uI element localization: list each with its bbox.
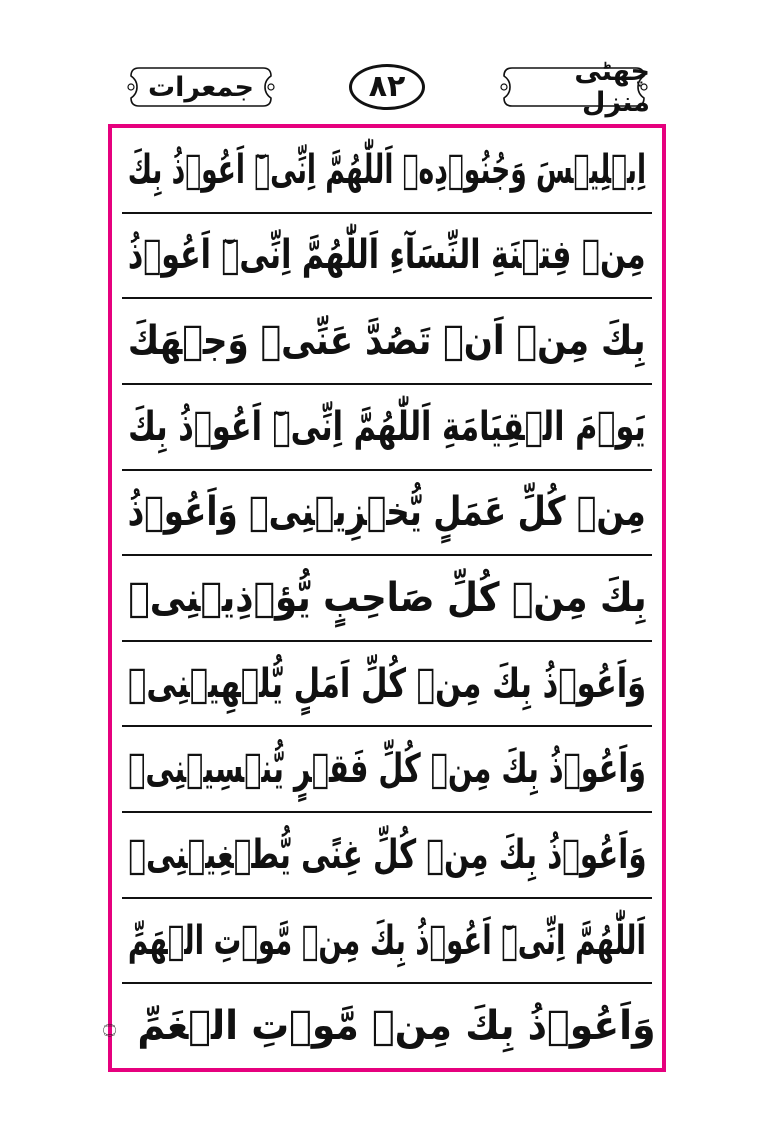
text-line-1: اِبۡلِيۡسَ وَجُنُوۡدِهٖ اَللّٰهُمَّ اِنِّىۡٓ اَعُوۡذُ بِكَ — [122, 128, 652, 214]
text-line-3: بِكَ مِنۡ اَنۡ تَصُدَّ عَنِّىۡ وَجۡهَكَ — [122, 299, 652, 385]
day-cartouche — [125, 62, 277, 112]
day-label: جمعرات — [148, 71, 254, 103]
manzil-label: چھٹی منزل — [574, 56, 650, 118]
text-line-6: بِكَ مِنۡ كُلِّ صَاحِبٍ يُّؤۡذِيۡنِىۡ — [122, 556, 652, 642]
text-line-7: وَاَعُوۡذُ بِكَ مِنۡ كُلِّ اَمَلٍ يُّلۡهِيۡنِىۡ — [122, 642, 652, 728]
text-line-4: يَوۡمَ الۡقِيَامَةِ اَللّٰهُمَّ اِنِّىۡٓ اَعُوۡذُ بِكَ — [122, 385, 652, 471]
page-header — [0, 0, 772, 125]
manzil-cartouche — [498, 56, 650, 118]
text-lines — [103, 128, 656, 1068]
text-frame — [103, 124, 666, 1072]
page-number-badge — [349, 64, 425, 110]
text-line-2: مِنۡ فِتۡنَةِ النِّسَآءِ اَللّٰهُمَّ اِنِّىۡٓ اَعُوۡذُ — [122, 214, 652, 300]
text-line-8: وَاَعُوۡذُ بِكَ مِنۡ كُلِّ فَقۡرٍ يُّنۡسِيۡنِىۡ — [122, 727, 652, 813]
text-line-11: وَاَعُوۡذُ بِكَ مِنۡ مَّوۡتِ الۡغَمِّ ۝ — [103, 1003, 656, 1050]
text-line-5: مِنۡ كُلِّ عَمَلٍ يُّخۡزِيۡنِىۡ وَاَعُوۡذُ — [122, 471, 652, 557]
text-line-10: اَللّٰهُمَّ اِنِّىۡٓ اَعُوۡذُ بِكَ مِنۡ مَّوۡتِ الۡهَمِّ — [122, 899, 652, 985]
text-line-9: وَاَعُوۡذُ بِكَ مِنۡ كُلِّ غِنًى يُّطۡغِيۡنِىۡ — [122, 813, 652, 899]
page-number: ۸۲ — [368, 69, 406, 104]
ayah-end-icon: ۝ — [103, 1013, 116, 1039]
